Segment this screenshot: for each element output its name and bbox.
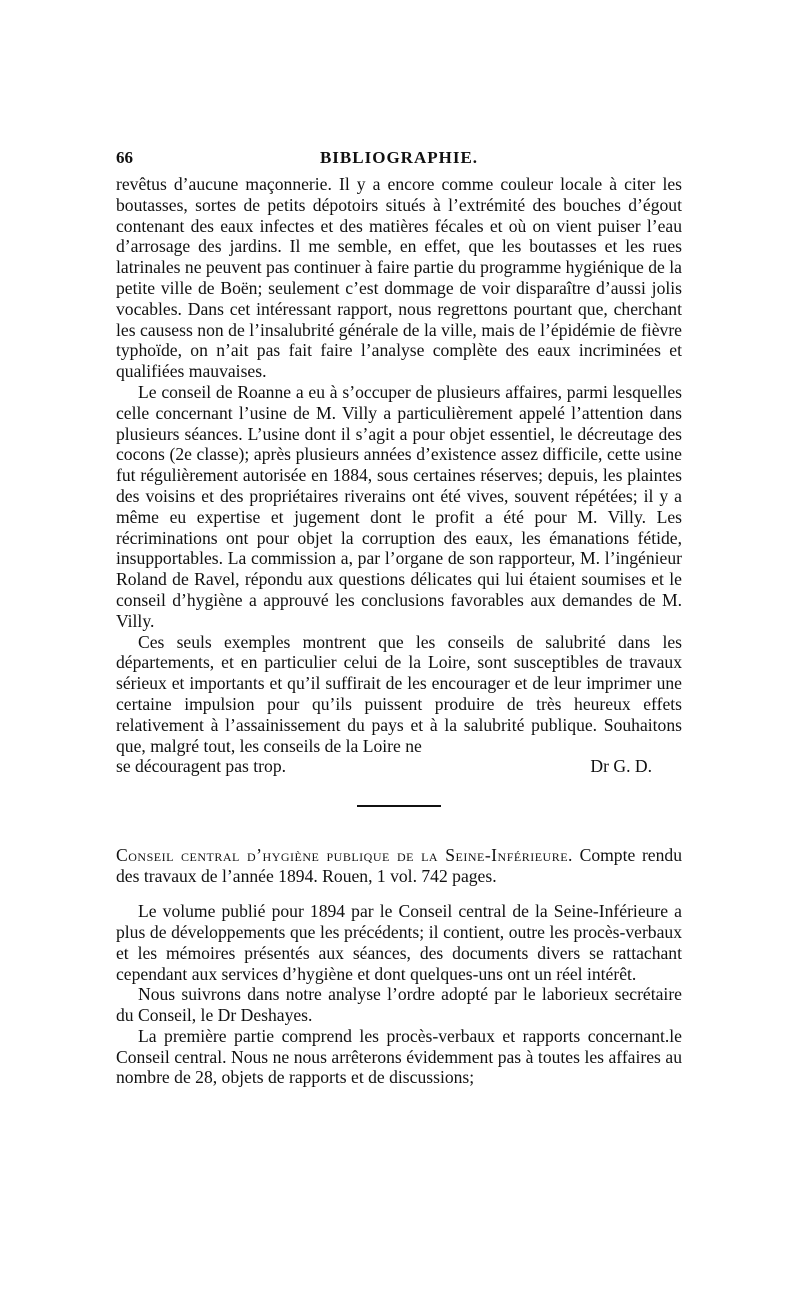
running-head [116, 148, 682, 174]
page-number: 66 [116, 148, 133, 167]
spacer [116, 887, 682, 901]
review-heading-details: Compte rendu des travaux de l’année 1894. Rouen, 1 vol. 742 pages. [116, 845, 682, 887]
author-signature: Dr G. D. [590, 756, 652, 777]
section-divider [357, 805, 441, 807]
paragraph-roanne: Le conseil de Roanne a eu à s’occuper de plusieurs affaires, parmi lesquelles celle concernant l’usine de M. Villy a particulièrement appelé l’attention dans plusieurs séances. L’usine dont il s’agit a pour objet essentiel, le décreutage des cocons (2e classe); après plusieurs années d’existence assez difficile, cette usine fut régulièrement autorisée en 1884, sous certaines réserves; depuis, les plaintes des voisins et des propriétaires riverains ont été vives, souvent répétées; il y a même eu expertise et jugement dont le profit a été pour M. Villy. Les récriminations ont pour objet la corruption des eaux, les émanations fétide, insupportables. La commission a, par l’organe de son rapporteur, M. l’ingénieur Roland de Ravel, répondu aux questions délicates qui lui étaient soumises et le conseil d’hygiène a approuvé les conclusions favorables aux demandes de M. Villy. [116, 381, 682, 631]
closing-text: se découragent pas trop. [116, 756, 287, 777]
review-heading-title: Conseil central d’hygiène publique de la Seine-Inférieure. [116, 845, 573, 866]
running-title: BIBLIOGRAPHIE. [319, 148, 479, 167]
closing-line [116, 756, 682, 777]
paragraph-analysis-order: Nous suivrons dans notre analyse l’ordre adopté par le laborieux secrétaire du Conseil, le Dr Deshayes. [116, 984, 682, 1026]
review-heading [116, 845, 682, 887]
paragraph-boen: revêtus d’aucune maçonnerie. Il y a encore comme couleur locale à citer les boutasses, sortes de petits dépotoirs situés à l’extrémité des bouches d’égout contenant des eaux infectes et des matières fécales et où on vient puiser l’eau d’arrosage des jardins. Il me semble, en effet, que les boutasses et les rues latrinales ne peuvent pas continuer à faire partie du programme hygiénique de la petite ville de Boën; seulement c’est dommage de voir disparaître d’aussi jolis vocables. Dans cet intéressant rapport, nous regrettons pourtant que, cherchant les causess non de l’insalubrité générale de la ville, mais de l’épidémie de fièvre typhoïde, on n’ait pas fait faire l’analyse complète des eaux incriminées et qualifiées mauvaises. [116, 174, 682, 382]
paragraph-first-part: La première partie comprend les procès-verbaux et rapports concernant.le Conseil central. Nous ne nous arrêterons évidemment pas à toutes les affaires au nombre de 28, objets de rapports et de discussions; [116, 1025, 682, 1088]
paragraph-conclusion: Ces seuls exemples montrent que les conseils de salubrité dans les départements, et en particulier celui de la Loire, sont susceptibles de travaux sérieux et importants et qu’il suffirait de les encourager et de leur imprimer une certaine impulsion pour qu’ils puissent produire de très heureux effets relativement à l’assainissement du pays et à la salubrité publique. Souhaitons que, malgré tout, les conseils de la Loire ne [116, 631, 682, 756]
paragraph-volume: Le volume publié pour 1894 par le Conseil central de la Seine-Inférieure a plus de développements que les précédents; il contient, outre les procès-verbaux et les mémoires présentés aux séances, des documents divers se rattachant cependant aux services d’hygiène et dont quelques-uns ont un réel intérêt. [116, 901, 682, 984]
book-page [116, 148, 682, 1088]
